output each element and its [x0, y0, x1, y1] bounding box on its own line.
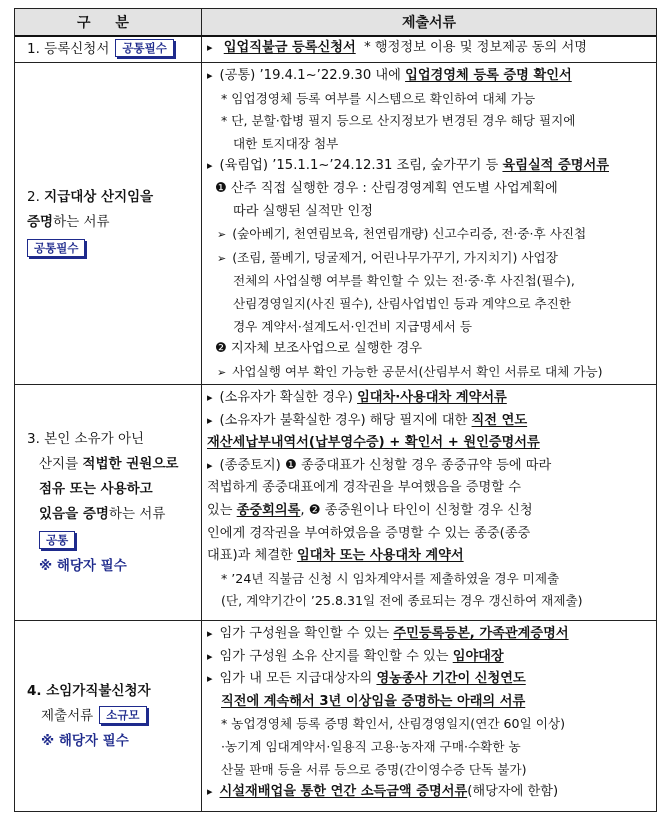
list-item: 재산세납부내역서(납부영수증) + 확인서 + 원인증명서류	[207, 435, 540, 451]
list-item: ❷ 지자체 보조사업으로 실행한 경우	[215, 341, 422, 357]
list-item: 직전에 계속해서 3년 이상임을 증명하는 아래의 서류	[221, 693, 526, 709]
common-required-badge: 공통필수	[115, 39, 173, 57]
list-item: ▸ (소유자가 불확실한 경우) 해당 필지에 대한 직전 연도	[207, 410, 652, 433]
list-item: ❶ 산주 직접 실행한 경우 : 산림경영계획 연도별 사업계획에	[215, 180, 558, 196]
list-item: * 임업경영체 등록 여부를 시스템으로 확인하여 대체 가능	[221, 90, 536, 106]
list-item: 적법하게 종중대표에게 경작권을 부여했음을 증명할 수	[207, 480, 521, 496]
list-item: ➢ (숲아베기, 천연림보육, 천연림개량) 신고수리증, 전·중·후 사진첩	[207, 223, 652, 247]
list-item: ▸ 임가 구성원을 확인할 수 있는 주민등록등본, 가족관계증명서	[207, 623, 652, 646]
row4-category: 4. 소임가직불신청자 제출서류 소규모 ※ 해당자 필수	[15, 621, 202, 811]
list-item: ▸ (육림업) ’15.1.1~’24.12.31 조림, 숲가꾸기 등 육림실적 증명서류	[207, 155, 652, 178]
list-item: * 단, 분할·합병 필지 등으로 산지정보가 변경된 경우 해당 필지에	[221, 113, 576, 129]
table-row-registration	[15, 37, 656, 63]
table-header	[15, 9, 656, 37]
list-item: 경우 계약서·설계도서·인건비 지급명세서 등	[233, 318, 472, 334]
header-documents: 제출서류	[401, 15, 457, 31]
common-required-badge: 공통필수	[27, 239, 85, 257]
row3-documents	[202, 385, 656, 620]
applicable-required-note: ※ 해당자 필수	[41, 732, 129, 749]
list-item: ▸ (소유자가 확실한 경우) 임대차·사용대차 계약서류	[207, 387, 652, 410]
list-item: * 농업경영체 등록 증명 확인서, 산림경영일지(연간 60일 이상)	[221, 716, 565, 732]
list-item: 전체의 사업실행 여부를 확인할 수 있는 전·중·후 사진첩(필수),	[233, 273, 575, 289]
list-item: 따라 실행된 실적만 인정	[233, 203, 373, 219]
list-item: 대표)과 체결한 임대차 또는 사용대차 계약서	[207, 548, 464, 564]
list-item: (단, 계약기간이 ’25.8.31일 전에 종료되는 경우 갱신하여 재제출)	[221, 593, 583, 609]
list-item: ▸ 임가 내 모든 지급대상자의 영농종사 기간이 신청연도	[207, 668, 652, 691]
small-scale-badge: 소규모	[99, 706, 146, 724]
table-row-forest-proof	[15, 63, 656, 385]
table-row-possession-proof	[15, 385, 656, 621]
list-item: 대한 토지대장 첨부	[233, 135, 339, 151]
row2-documents	[202, 63, 656, 384]
row1-label: 1. 등록신청서	[27, 41, 110, 57]
row3-category: 3. 본인 소유가 아닌 산지를 적법한 권원으로 점유 또는 사용하고 있음을 증명하는 서류 공통 ※ 해당자 필수	[15, 385, 202, 620]
registration-form-item: 입업직불금 등록신청서	[223, 40, 356, 55]
list-item: 산물 판매 등을 서류 등으로 증명(간이영수증 단독 불가)	[221, 761, 527, 777]
row2-category: 2. 지급대상 산지임을 증명하는 서류 공통필수	[15, 63, 202, 384]
list-item: 있는 종중회의록, ❷ 종중원이나 타인이 신청할 경우 신청	[207, 502, 533, 518]
list-item: ▸ 임가 구성원 소유 산지를 확인할 수 있는 임야대장	[207, 646, 652, 669]
list-item: ▸ (종중토지) ❶ 종중대표가 신청할 경우 종중규약 등에 따라	[207, 455, 652, 478]
applicable-required-note: ※ 해당자 필수	[39, 557, 127, 574]
list-item: ·농기계 임대계약서·일용직 고용·농자재 구매·수확한 농	[221, 738, 521, 754]
list-item: 인에게 경작권을 부여하였음을 증명할 수 있는 종중(종중	[207, 525, 531, 541]
list-item: 산림경영일지(사진 필수), 산림사업법인 등과 계약으로 추진한	[233, 295, 571, 311]
list-item: ▸ 시설재배업을 통한 연간 소득금액 증명서류(해당자에 한함)	[207, 781, 652, 804]
list-item: ➢ (조림, 풀베기, 덩굴제거, 어린나무가꾸기, 가지치기) 사업장	[207, 247, 652, 271]
row1-documents	[202, 37, 656, 62]
row4-documents	[202, 621, 656, 811]
row2-label-bold: 지급대상 산지임을	[44, 189, 154, 205]
header-category: 구 분	[15, 9, 202, 35]
document-table	[14, 8, 657, 812]
consent-note: * 행정정보 이용 및 정보제공 동의 서명	[364, 40, 587, 55]
list-item: ▸ (공통) ’19.4.1~’22.9.30 내에 입업경영체 등록 증명 확인서	[207, 65, 652, 88]
common-badge: 공통	[39, 531, 75, 549]
list-item: * ’24년 직불금 신청 시 임차계약서를 제출하였을 경우 미제출	[221, 570, 560, 586]
list-item: ➢ 사업실행 여부 확인 가능한 공문서(산림부서 확인 서류로 대체 가능)	[207, 361, 652, 385]
row1-category	[15, 37, 202, 62]
table-row-small-household	[15, 621, 656, 811]
